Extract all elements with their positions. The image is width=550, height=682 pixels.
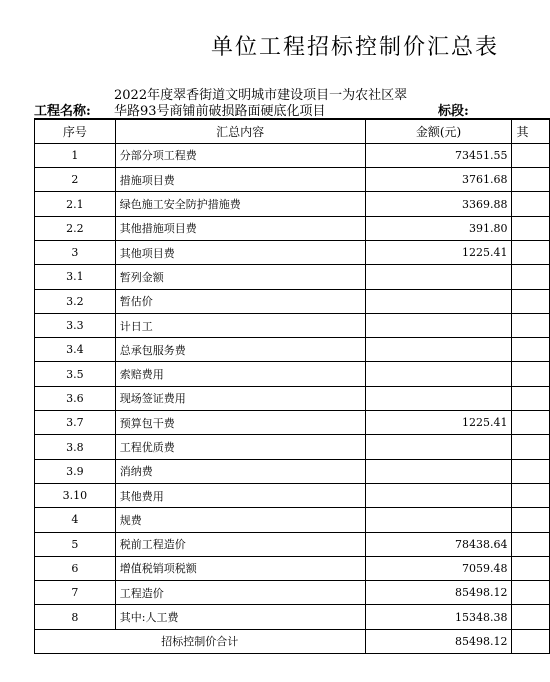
row-other	[512, 362, 550, 386]
row-content: 工程优质费	[115, 435, 365, 459]
row-content: 分部分项工程费	[115, 143, 365, 167]
row-amount	[365, 338, 512, 362]
row-amount: 3761.68	[365, 168, 512, 192]
table-row	[35, 411, 550, 435]
row-serial: 6	[35, 556, 116, 580]
table-row	[35, 216, 550, 240]
row-other	[512, 338, 550, 362]
row-serial: 3	[35, 240, 116, 264]
table-row	[35, 435, 550, 459]
row-other	[512, 411, 550, 435]
row-serial: 1	[35, 143, 116, 167]
table-row	[35, 143, 550, 167]
table-row	[35, 459, 550, 483]
row-other	[512, 435, 550, 459]
row-serial: 3.5	[35, 362, 116, 386]
table-row	[35, 362, 550, 386]
row-content: 其他措施项目费	[115, 216, 365, 240]
row-amount: 85498.12	[365, 581, 512, 605]
row-amount: 7059.48	[365, 556, 512, 580]
row-other	[512, 265, 550, 289]
total-amount: 85498.12	[365, 629, 512, 653]
row-amount	[365, 362, 512, 386]
row-amount: 391.80	[365, 216, 512, 240]
table-row	[35, 265, 550, 289]
section-label: 标段:	[438, 104, 469, 119]
project-name-row	[34, 100, 550, 118]
row-serial: 2	[35, 168, 116, 192]
table-row	[35, 338, 550, 362]
row-amount	[365, 313, 512, 337]
row-serial: 2.2	[35, 216, 116, 240]
row-other	[512, 459, 550, 483]
table-row	[35, 168, 550, 192]
row-other	[512, 168, 550, 192]
table-row	[35, 581, 550, 605]
row-content: 消纳费	[115, 459, 365, 483]
row-other	[512, 605, 550, 629]
total-label: 招标控制价合计	[35, 629, 366, 653]
row-other	[512, 386, 550, 410]
row-serial: 3.4	[35, 338, 116, 362]
header-amount: 金额(元)	[365, 119, 512, 143]
row-content: 绿色施工安全防护措施费	[115, 192, 365, 216]
total-row	[35, 629, 550, 653]
table-row	[35, 240, 550, 264]
table-row	[35, 313, 550, 337]
row-other	[512, 289, 550, 313]
row-content: 预算包干费	[115, 411, 365, 435]
row-serial: 7	[35, 581, 116, 605]
total-note	[512, 629, 550, 653]
row-content: 工程造价	[115, 581, 365, 605]
row-amount: 15348.38	[365, 605, 512, 629]
row-serial: 3.6	[35, 386, 116, 410]
row-serial: 5	[35, 532, 116, 556]
project-name-line1: 2022年度翠香街道文明城市建设项目一为农社区翠	[114, 88, 408, 103]
project-name-label: 工程名称:	[34, 104, 91, 119]
table-row	[35, 508, 550, 532]
row-content: 现场签证费用	[115, 386, 365, 410]
row-serial: 8	[35, 605, 116, 629]
header-other: 其	[512, 119, 550, 143]
row-other	[512, 508, 550, 532]
table-row	[35, 386, 550, 410]
row-amount	[365, 459, 512, 483]
row-amount: 3369.88	[365, 192, 512, 216]
row-serial: 2.1	[35, 192, 116, 216]
table-row	[35, 532, 550, 556]
row-content: 措施项目费	[115, 168, 365, 192]
table-row	[35, 556, 550, 580]
row-serial: 3.9	[35, 459, 116, 483]
row-amount	[365, 483, 512, 507]
row-other	[512, 483, 550, 507]
row-serial: 3.7	[35, 411, 116, 435]
row-amount	[365, 289, 512, 313]
summary-table	[34, 118, 550, 654]
header-serial: 序号	[35, 119, 116, 143]
row-amount	[365, 508, 512, 532]
row-content: 其他项目费	[115, 240, 365, 264]
row-content: 其中:人工费	[115, 605, 365, 629]
table-row	[35, 483, 550, 507]
row-content: 计日工	[115, 313, 365, 337]
row-other	[512, 581, 550, 605]
row-content: 暂列金额	[115, 265, 365, 289]
row-serial: 3.1	[35, 265, 116, 289]
row-amount: 1225.41	[365, 411, 512, 435]
page-title: 单位工程招标控制价汇总表	[210, 35, 499, 60]
row-content: 总承包服务费	[115, 338, 365, 362]
table-header-row	[35, 119, 550, 143]
row-other	[512, 313, 550, 337]
row-serial: 3.10	[35, 483, 116, 507]
row-content: 其他费用	[115, 483, 365, 507]
table-body	[35, 143, 550, 629]
row-serial: 4	[35, 508, 116, 532]
header-content: 汇总内容	[115, 119, 365, 143]
row-content: 增值税销项税额	[115, 556, 365, 580]
row-other	[512, 556, 550, 580]
row-serial: 3.8	[35, 435, 116, 459]
row-amount: 78438.64	[365, 532, 512, 556]
row-content: 索赔费用	[115, 362, 365, 386]
row-other	[512, 216, 550, 240]
table-row	[35, 192, 550, 216]
table-row	[35, 605, 550, 629]
row-amount: 1225.41	[365, 240, 512, 264]
row-content: 税前工程造价	[115, 532, 365, 556]
row-amount	[365, 386, 512, 410]
project-name-line2: 华路93号商铺前破损路面硬底化项目	[114, 104, 326, 119]
row-serial: 3.3	[35, 313, 116, 337]
row-amount: 73451.55	[365, 143, 512, 167]
row-amount	[365, 435, 512, 459]
row-other	[512, 143, 550, 167]
row-amount	[365, 265, 512, 289]
row-other	[512, 240, 550, 264]
row-content: 暂估价	[115, 289, 365, 313]
row-serial: 3.2	[35, 289, 116, 313]
table-row	[35, 289, 550, 313]
row-content: 规费	[115, 508, 365, 532]
row-other	[512, 532, 550, 556]
row-other	[512, 192, 550, 216]
